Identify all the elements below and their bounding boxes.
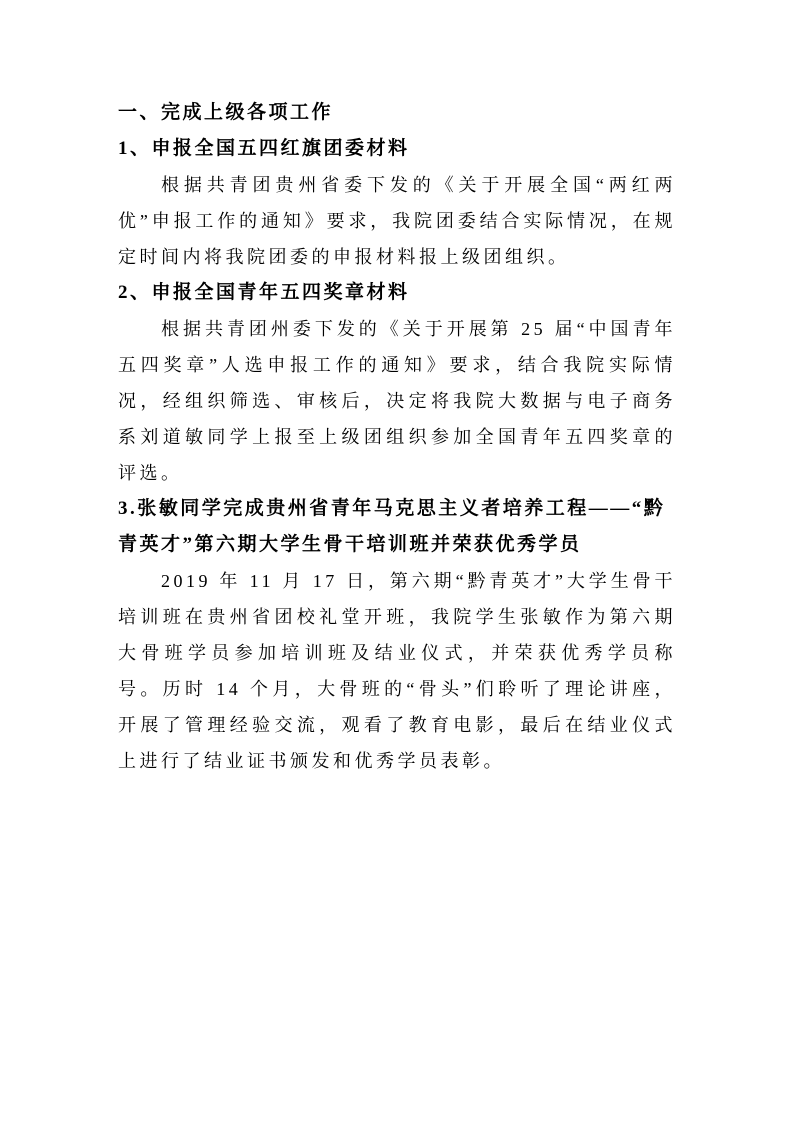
- section-heading-item2: 2、申报全国青年五四奖章材料: [118, 282, 410, 303]
- paragraph-item1: 根据共青团贵州省委下发的《关于开展全国“两红两优”申报工作的通知》要求，我院团委结合实际情况，在规定时间内将我院团委的申报材料报上级团组织。: [118, 175, 676, 267]
- paragraph-item3: 2019 年 11 月 17 日，第六期“黔青英才”大学生骨干培训班在贵州省团校礼堂开班，我院学生张敏作为第六期大骨班学员参加培训班及结业仪式，并荣获优秀学员称号。历时 14 个月，大骨班的“骨头”们聆听了理论讲座，开展了管理经验交流，观看了教育电影，最后在结业仪式上进行了结业证书颁发和优秀学员表彰。: [118, 571, 676, 771]
- section-heading-level1: 一、完成上级各项工作: [118, 102, 334, 123]
- document-content: [118, 95, 676, 779]
- section-heading-item3: 3.张敏同学完成贵州省青年马克思主义者培养工程——“黔青英才”第六期大学生骨干培训班并荣获优秀学员: [118, 498, 666, 555]
- paragraph-item2: 根据共青团州委下发的《关于开展第 25 届“中国青年五四奖章”人选申报工作的通知》要求，结合我院实际情况，经组织筛选、审核后，决定将我院大数据与电子商务系刘道敏同学上报至上级团组织参加全国青年五四奖章的评选。: [118, 319, 676, 483]
- section-heading-item1: 1、申报全国五四红旗团委材料: [118, 138, 410, 159]
